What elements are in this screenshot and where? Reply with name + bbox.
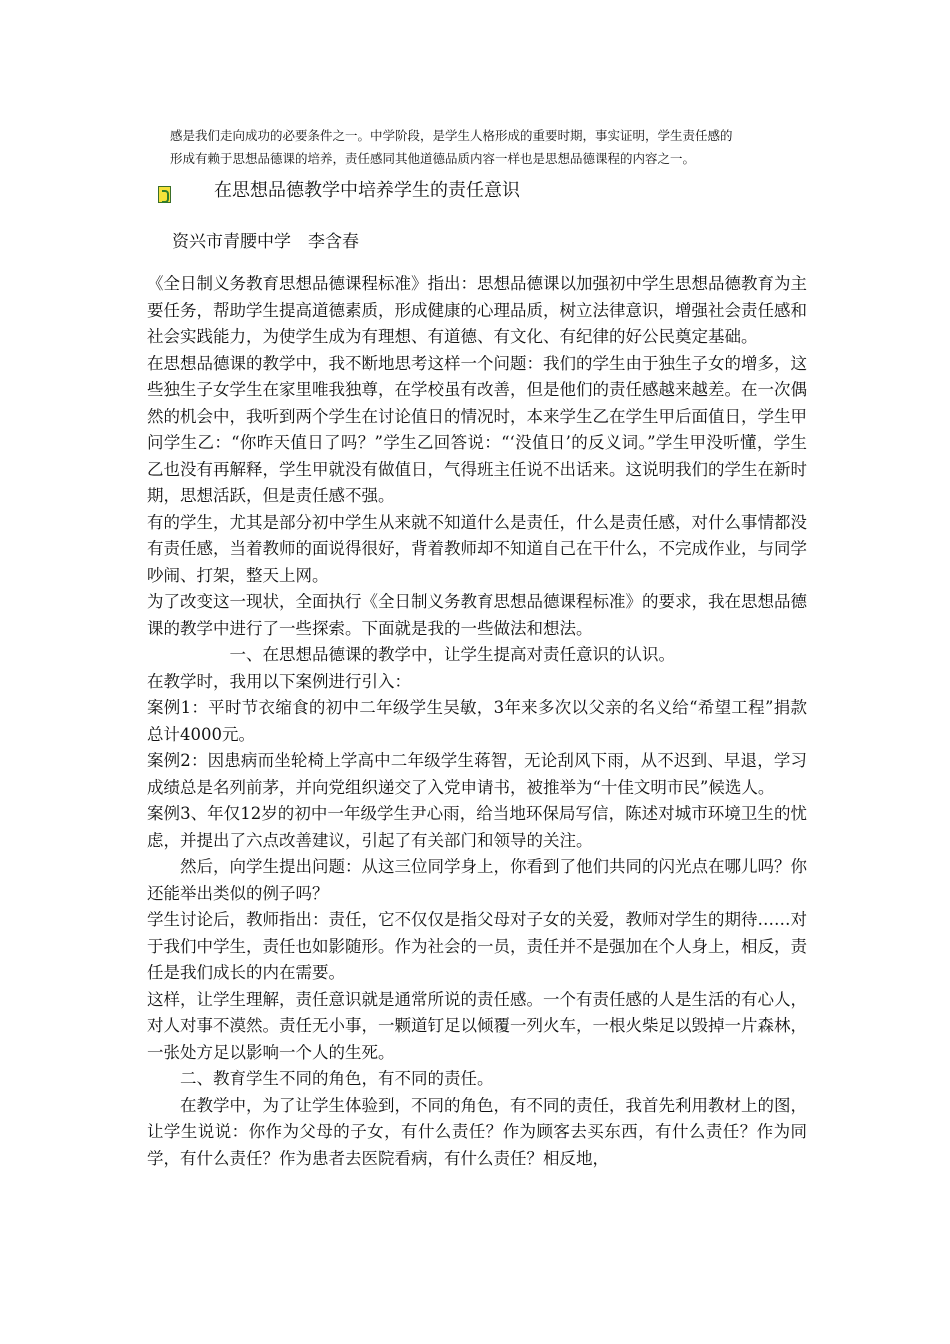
paragraph: 案例2：因患病而坐轮椅上学高中二年级学生蒋智，无论刮风下雨，从不迟到、早退，学习成绩总是名列前茅，并向党组织递交了入党申请书，被推举为“十佳文明市民”候选人。 [147, 751, 807, 797]
author-school: 资兴市青腰中学 [172, 232, 291, 252]
article-body [147, 271, 807, 1172]
paragraph: 有的学生，尤其是部分初中学生从来就不知道什么是责任，什么是责任感，对什么事情都没有责任感，当着教师的面说得很好，背着教师却不知道自己在干什么，不完成作业，与同学吵闹、打架，整天上网。 [147, 512, 807, 585]
author-line [172, 227, 376, 252]
paragraph: 《全日制义务教育思想品德课程标准》指出：思想品德课以加强初中学生思想品德教育为主要任务，帮助学生提高道德素质，形成健康的心理品质，树立法律意识，增强社会责任感和社会实践能力，为使学生成为有理想、有道德、有文化、有纪律的好公民奠定基础。 [147, 274, 807, 346]
author-name: 李含春 [308, 232, 359, 252]
article-title: 在思想品德教学中培养学生的责任意识 [214, 180, 520, 201]
document-icon [158, 186, 171, 203]
paragraph: 在教学时，我用以下案例进行引入： [147, 671, 411, 691]
paragraph: 在教学中，为了让学生体验到，不同的角色，有不同的责任，我首先利用教材上的图，让学生说说：你作为父母的子女，有什么责任？作为顾客去买东西，有什么责任？作为同学，有什么责任？作为患者去医院看病，有什么责任？相反地， [147, 1095, 807, 1168]
paragraph: 学生讨论后，教师指出：责任，它不仅仅是指父母对子女的关爱，教师对学生的期待……对于我们中学生，责任也如影随形。作为社会的一员，责任并不是强加在个人身上，相反，责任是我们成长的内在需要。 [147, 910, 807, 982]
abstract-line: 形成有赖于思想品德课的培养，责任感同其他道德品质内容一样也是思想品德课程的内容之一。 [170, 151, 696, 166]
section-heading: 一、在思想品德课的教学中，让学生提高对责任意识的认识。 [229, 645, 675, 664]
paragraph: 然后，向学生提出问题：从这三位同学身上，你看到了他们共同的闪光点在哪儿吗？你还能举出类似的例子吗？ [147, 857, 807, 903]
paragraph: 案例3、年仅12岁的初中一年级学生尹心雨，给当地环保局写信，陈述对城市环境卫生的忧虑，并提出了六点改善建议，引起了有关部门和领导的关注。 [147, 804, 807, 850]
paragraph: 案例1：平时节衣缩食的初中二年级学生吴敏，3年来多次以父亲的名义给“希望工程”捐款总计4000元。 [147, 698, 807, 744]
paragraph: 在思想品德课的教学中，我不断地思考这样一个问题：我们的学生由于独生子女的增多，这些独生子女学生在家里唯我独尊，在学校虽有改善，但是他们的责任感越来越差。在一次偶然的机会中，我听到两个学生在讨论值日的情况时，本来学生乙在学生甲后面值日，学生甲问学生乙：“你昨天值日了吗？”学生乙回答说：“‘没值日’的反义词。”学生甲没听懂，学生乙也没有再解释，学生甲就没有做值日，气得班主任说不出话来。这说明我们的学生在新时期，思想活跃，但是责任感不强。 [147, 353, 807, 505]
abstract-line: 感是我们走向成功的必要条件之一。中学阶段，是学生人格形成的重要时期，事实证明，学生责任感的 [170, 128, 733, 143]
paragraph: 这样，让学生理解，责任意识就是通常所说的责任感。一个有责任感的人是生活的有心人，对人对事不漠然。责任无小事，一颗道钉足以倾覆一列火车，一根火柴足以毁掉一片森林，一张处方足以影响一个人的生死。 [147, 989, 807, 1062]
paragraph: 为了改变这一现状，全面执行《全日制义务教育思想品德课程标准》的要求，我在思想品德课的教学中进行了一些探索。下面就是我的一些做法和想法。 [147, 592, 807, 638]
section-heading: 二、教育学生不同的角色，有不同的责任。 [180, 1069, 494, 1088]
abstract-fragment [170, 124, 810, 170]
